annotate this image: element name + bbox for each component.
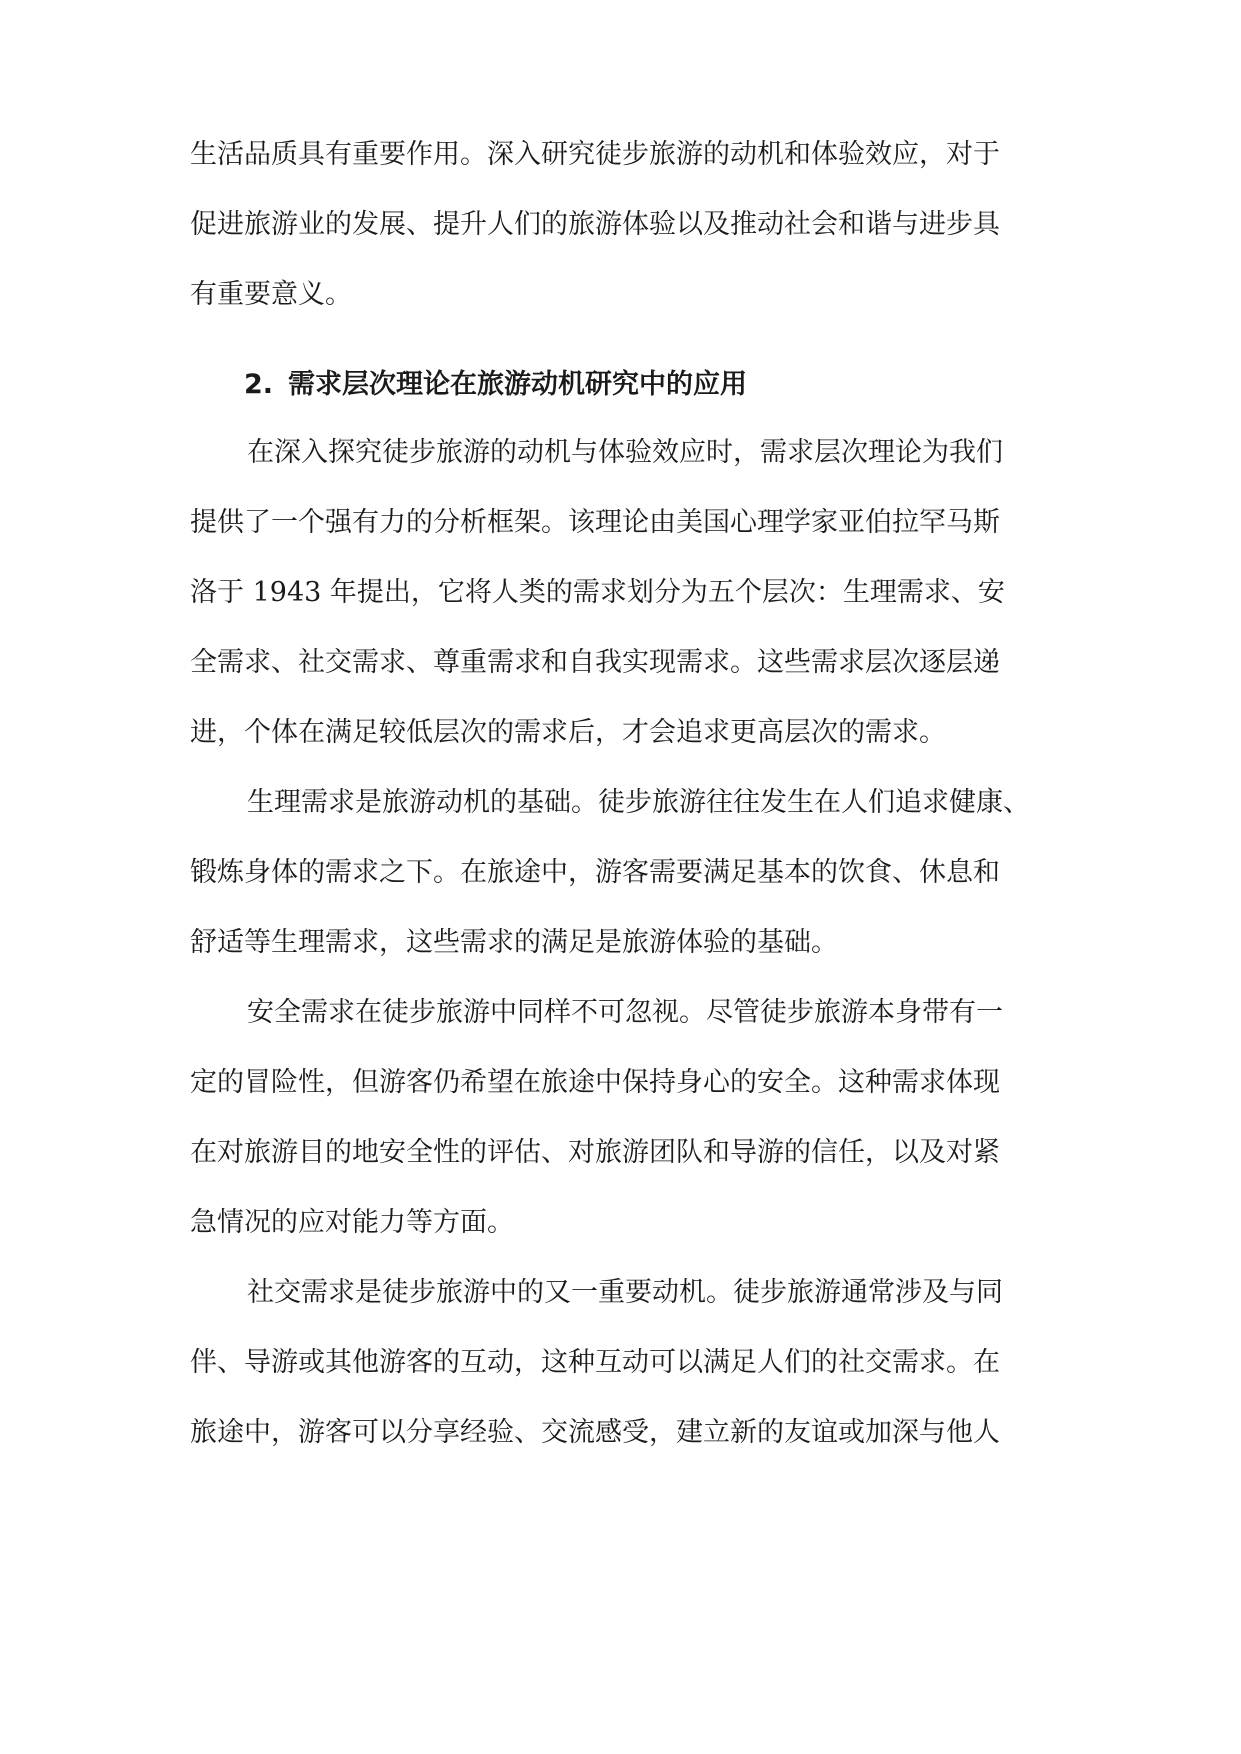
paragraph-line: 社交需求是徒步旅游中的又一重要动机。徒步旅游通常涉及与同	[247, 1277, 1003, 1308]
section-title: 需求层次理论在旅游动机研究中的应用	[288, 369, 747, 400]
paragraph-line: 洛于 1943 年提出，它将人类的需求划分为五个层次：生理需求、安	[190, 577, 1005, 608]
paragraph-line: 舒适等生理需求，这些需求的满足是旅游体验的基础。	[190, 927, 838, 958]
section-heading	[244, 365, 747, 405]
intro-line: 促进旅游业的发展、提升人们的旅游体验以及推动社会和谐与进步具	[190, 209, 1000, 240]
paragraph-line: 急情况的应对能力等方面。	[190, 1207, 514, 1238]
intro-line: 生活品质具有重要作用。深入研究徒步旅游的动机和体验效应，对于	[190, 139, 1000, 170]
paragraph-line: 安全需求在徒步旅游中同样不可忽视。尽管徒步旅游本身带有一	[247, 997, 1003, 1028]
intro-line: 有重要意义。	[190, 279, 352, 310]
section-number: 2.	[244, 369, 274, 400]
paragraph-line: 生理需求是旅游动机的基础。徒步旅游往往发生在人们追求健康、	[247, 787, 1030, 818]
paragraph-line: 提供了一个强有力的分析框架。该理论由美国心理学家亚伯拉罕马斯	[190, 507, 1000, 538]
paragraph-line: 在对旅游目的地安全性的评估、对旅游团队和导游的信任，以及对紧	[190, 1137, 1000, 1168]
paragraph-line: 旅途中，游客可以分享经验、交流感受，建立新的友谊或加深与他人	[190, 1417, 1000, 1448]
paragraph-line: 全需求、社交需求、尊重需求和自我实现需求。这些需求层次逐层递	[190, 647, 1000, 678]
paragraph-line: 进，个体在满足较低层次的需求后，才会追求更高层次的需求。	[190, 717, 946, 748]
paragraph-line: 在深入探究徒步旅游的动机与体验效应时，需求层次理论为我们	[247, 437, 1003, 468]
paragraph-line: 定的冒险性，但游客仍希望在旅途中保持身心的安全。这种需求体现	[190, 1067, 1000, 1098]
paragraph-line: 锻炼身体的需求之下。在旅途中，游客需要满足基本的饮食、休息和	[190, 857, 1000, 888]
paragraph-line: 伴、导游或其他游客的互动，这种互动可以满足人们的社交需求。在	[190, 1347, 1000, 1378]
